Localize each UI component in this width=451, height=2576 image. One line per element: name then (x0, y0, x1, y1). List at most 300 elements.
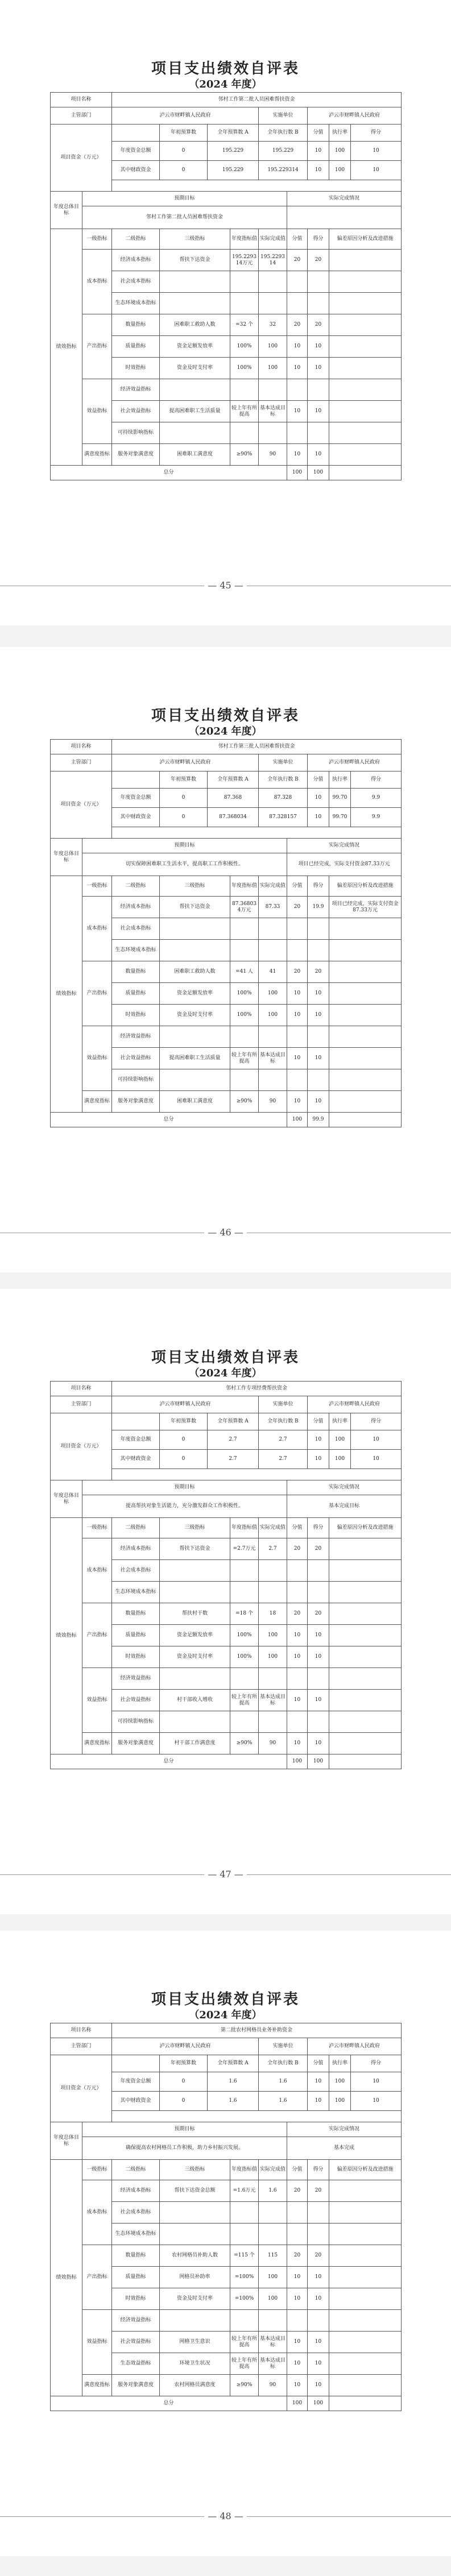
total-got: 99.9 (308, 1113, 329, 1127)
ind-weight: 10 (287, 1625, 308, 1646)
ind-l2: 生态环境成本指标 (112, 940, 160, 961)
ind-actual: 100 (259, 2288, 287, 2310)
fund-score: 10 (351, 1450, 402, 1469)
ind-target: =100% (230, 2267, 259, 2288)
ind-notes (329, 2224, 402, 2245)
total-got: 100 (308, 2396, 329, 2411)
ind-notes (329, 401, 402, 422)
fund-budget: 2.7 (208, 1430, 259, 1450)
fund-initial: 0 (160, 1430, 208, 1450)
ind-notes (329, 940, 402, 961)
ind-target: =115 个 (230, 2245, 259, 2267)
fund-row-label: 其中财政资金 (112, 808, 160, 827)
ind-h-l3: 三级指标 (160, 2160, 230, 2180)
report-page (0, 647, 451, 1272)
table-row (51, 314, 402, 336)
goal-expected: 切实保障困难职工生活水平，提高职工工作积极性。 (82, 853, 287, 876)
ind-weight: 10 (287, 2375, 308, 2396)
ind-score: 20 (308, 314, 329, 336)
ind-actual: 100 (259, 358, 287, 379)
impl-value: 泸云市财畔镇人民政府 (308, 754, 402, 771)
ind-notes (329, 336, 402, 358)
ind-h-l1: 一级指标 (82, 1518, 112, 1538)
ind-h-l1: 一级指标 (82, 876, 112, 897)
table-row (51, 1480, 402, 1495)
fund-rate: 100 (329, 2092, 351, 2111)
ind-actual (259, 271, 287, 293)
fund-col-budget: 全年预算数 A (208, 771, 259, 789)
fund-col-rate: 执行率 (329, 1413, 351, 1430)
ind-l2: 质量指标 (112, 2267, 160, 2288)
fund-label: 项目资金（万元） (51, 125, 112, 192)
fund-exec: 195.229314 (259, 161, 308, 180)
ind-notes (329, 1711, 402, 1733)
ind-actual: 1.6 (259, 2180, 287, 2202)
ind-actual: 87.33 (259, 897, 287, 918)
ind-weight: 10 (287, 1005, 308, 1026)
fund-col-initial: 年初预算数 (160, 771, 208, 789)
perf-label: 绩效指标 (51, 1518, 82, 1754)
table-row (51, 1538, 402, 1560)
fund-spacer (112, 771, 160, 789)
ind-h-weight: 分值 (287, 229, 308, 250)
ind-l1: 满意度指标 (82, 1091, 112, 1113)
ind-h-actual: 实际完成值 (259, 2160, 287, 2180)
goal-actual-header: 实际完成情况 (287, 2122, 402, 2137)
ind-score: 10 (308, 1625, 329, 1646)
goal-actual-header: 实际完成情况 (287, 839, 402, 853)
fund-rate: 99.70 (329, 808, 351, 827)
total-label: 总分 (51, 466, 287, 480)
fund-col-budget: 全年预算数 A (208, 125, 259, 142)
ind-l3 (160, 293, 230, 314)
ind-l2: 经济效益指标 (112, 1668, 160, 1690)
ind-notes (329, 379, 402, 401)
ind-h-weight: 分值 (287, 876, 308, 897)
ind-h-score: 得分 (308, 1518, 329, 1538)
fund-initial: 0 (160, 1450, 208, 1469)
project-name: 第二批农村网格员业务补助资金 (112, 2023, 402, 2038)
ind-target (230, 293, 259, 314)
fund-budget: 1.6 (208, 2072, 259, 2092)
table-row (51, 876, 402, 897)
ind-actual (259, 1582, 287, 1603)
ind-l3: 困难职工满意度 (160, 444, 230, 466)
ind-l2: 生态环境成本指标 (112, 293, 160, 314)
table-row (51, 897, 402, 918)
ind-h-weight: 分值 (287, 2160, 308, 2180)
ind-l2: 经济成本指标 (112, 250, 160, 271)
ind-l2: 经济效益指标 (112, 379, 160, 401)
ind-score (308, 1582, 329, 1603)
ind-actual: 90 (259, 444, 287, 466)
ind-notes (329, 1690, 402, 1711)
ind-notes (329, 2180, 402, 2202)
fund-row-label: 年度资金总额 (112, 2072, 160, 2092)
ind-notes (329, 1646, 402, 1668)
ind-notes (329, 2288, 402, 2310)
fund-rate: 100 (329, 2072, 351, 2092)
ind-h-target: 年度指标值 (230, 2160, 259, 2180)
fund-col-weight: 分值 (308, 125, 329, 142)
project-name-label: 项目名称 (51, 1382, 112, 1396)
table-row (51, 2180, 402, 2202)
ind-h-actual: 实际完成值 (259, 876, 287, 897)
ind-h-score: 得分 (308, 2160, 329, 2180)
ind-notes (329, 1005, 402, 1026)
ind-notes (329, 1582, 402, 1603)
ind-l3: 帮扶下达资金 (160, 897, 230, 918)
ind-actual: 115 (259, 2245, 287, 2267)
project-name-label: 项目名称 (51, 740, 112, 754)
table-row (51, 2122, 402, 2137)
ind-l3: 帮扶下达资金 (160, 1538, 230, 1560)
dept-value: 泸云市财畔镇人民政府 (112, 1396, 259, 1413)
ind-weight: 10 (287, 358, 308, 379)
ind-score: 10 (308, 1048, 329, 1069)
ind-actual: 41 (259, 961, 287, 983)
dept-label: 主管部门 (51, 754, 112, 771)
fund-row-label: 其中财政资金 (112, 161, 160, 180)
page-title: 项目支出绩效自评表 (151, 1991, 300, 2008)
ind-actual (259, 1560, 287, 1582)
fund-col-exec: 全年执行数 B (259, 771, 308, 789)
ind-actual: 基本达成目标 (259, 2332, 287, 2353)
ind-l1: 成本指标 (82, 1538, 112, 1603)
ind-notes (329, 1733, 402, 1754)
ind-l3: 资金及时支付率 (160, 1005, 230, 1026)
ind-h-target: 年度指标值 (230, 876, 259, 897)
goal-expected-header: 预期目标 (82, 839, 287, 853)
ind-l2: 服务对象满意度 (112, 1091, 160, 1113)
ind-l3: 资金足额发放率 (160, 336, 230, 358)
ind-l1: 成本指标 (82, 2180, 112, 2245)
ind-l1: 效益指标 (82, 2310, 112, 2375)
ind-score: 20 (308, 961, 329, 983)
ind-l3: 村干部收入增收 (160, 1690, 230, 1711)
fund-initial: 0 (160, 161, 208, 180)
ind-l2: 时效指标 (112, 1646, 160, 1668)
goal-actual: 基本完成 (287, 2137, 402, 2160)
ind-notes (329, 250, 402, 271)
ind-notes (329, 1603, 402, 1625)
table-row (51, 125, 402, 142)
table-row (51, 107, 402, 125)
table-row (51, 379, 402, 401)
ind-score: 10 (308, 2288, 329, 2310)
table-row (51, 740, 402, 754)
ind-l2: 经济成本指标 (112, 1538, 160, 1560)
table-row (51, 2160, 402, 2180)
dept-value: 泸云市财畔镇人民政府 (112, 107, 259, 125)
ind-target: ≥90% (230, 1091, 259, 1113)
ind-weight (287, 1560, 308, 1582)
ind-actual: 100 (259, 1646, 287, 1668)
fund-col-weight: 分值 (308, 1413, 329, 1430)
ind-h-l2: 二级指标 (112, 229, 160, 250)
table-row (51, 444, 402, 466)
ind-l2: 数量指标 (112, 961, 160, 983)
goal-label: 年度总体目标 (51, 192, 82, 229)
table-row (51, 206, 402, 229)
ind-actual: 基本达成目标 (259, 401, 287, 422)
ind-l3 (160, 271, 230, 293)
ind-l3: 农村网格员补助人数 (160, 2245, 230, 2267)
ind-l2: 社会成本指标 (112, 918, 160, 940)
ind-l3: 帮扶下达资金 (160, 250, 230, 271)
ind-target (230, 2202, 259, 2224)
ind-weight (287, 1711, 308, 1733)
total-label: 总分 (51, 1754, 287, 1769)
fund-col-budget: 全年预算数 A (208, 1413, 259, 1430)
fund-col-initial: 年初预算数 (160, 1413, 208, 1430)
ind-h-l1: 一级指标 (82, 229, 112, 250)
table-row (51, 1603, 402, 1625)
ind-target (230, 1668, 259, 1690)
ind-notes (329, 2245, 402, 2267)
ind-l2: 时效指标 (112, 2288, 160, 2310)
ind-notes (329, 358, 402, 379)
ind-weight: 20 (287, 314, 308, 336)
ind-notes (329, 1048, 402, 1069)
ind-target (230, 918, 259, 940)
fund-rate: 100 (329, 1450, 351, 1469)
total-notes (329, 1754, 402, 1769)
table-row (51, 1668, 402, 1690)
ind-actual (259, 1069, 287, 1091)
ind-score: 10 (308, 444, 329, 466)
ind-weight (287, 1069, 308, 1091)
ind-weight: 10 (287, 2353, 308, 2375)
ind-h-actual: 实际完成值 (259, 229, 287, 250)
table-row (51, 2396, 402, 2411)
impl-value: 泸云市财畔镇人民政府 (308, 1396, 402, 1413)
ind-notes (329, 314, 402, 336)
ind-score (308, 2224, 329, 2245)
ind-target: =100% (230, 2288, 259, 2310)
ind-notes (329, 983, 402, 1005)
fund-col-score: 得分 (351, 1413, 402, 1430)
ind-score (308, 1026, 329, 1048)
total-score: 100 (287, 1754, 308, 1769)
fund-weight: 10 (308, 142, 329, 161)
ind-h-notes: 偏差原因分析及改进措施 (329, 1518, 402, 1538)
ind-notes (329, 2332, 402, 2353)
ind-l3 (160, 918, 230, 940)
fund-exec: 195.229 (259, 142, 308, 161)
fund-score: 10 (351, 1430, 402, 1450)
ind-target: 87.368034万元 (230, 897, 259, 918)
fund-exec: 1.6 (259, 2072, 308, 2092)
ind-l2: 服务对象满意度 (112, 444, 160, 466)
ind-score: 10 (308, 358, 329, 379)
ind-score (308, 271, 329, 293)
ind-weight (287, 2202, 308, 2224)
ind-score: 20 (308, 1603, 329, 1625)
ind-h-score: 得分 (308, 876, 329, 897)
total-score: 100 (287, 1113, 308, 1127)
ind-score (308, 2310, 329, 2332)
report-year: （2024 年度） (189, 725, 262, 737)
ind-weight (287, 940, 308, 961)
ind-l1: 效益指标 (82, 379, 112, 444)
ind-weight: 10 (287, 2267, 308, 2288)
ind-h-actual: 实际完成值 (259, 1518, 287, 1538)
ind-notes (329, 2353, 402, 2375)
fund-col-initial: 年初预算数 (160, 125, 208, 142)
fund-col-rate: 执行率 (329, 2055, 351, 2072)
fund-blank (112, 180, 402, 192)
fund-exec: 2.7 (259, 1450, 308, 1469)
fund-score: 10 (351, 2092, 402, 2111)
ind-notes (329, 444, 402, 466)
fund-weight: 10 (308, 1450, 329, 1469)
ind-actual (259, 2202, 287, 2224)
fund-col-score: 得分 (351, 125, 402, 142)
ind-notes: 项目已经完成，实际支付资金87.33万元 (329, 897, 402, 918)
ind-l2: 服务对象满意度 (112, 2375, 160, 2396)
fund-blank (112, 1469, 402, 1480)
fund-row-label: 其中财政资金 (112, 1450, 160, 1469)
page-number-wrap (0, 1869, 451, 1880)
ind-l2: 社会效益指标 (112, 2332, 160, 2353)
ind-weight: 20 (287, 897, 308, 918)
table-row (51, 771, 402, 789)
ind-actual: 90 (259, 1091, 287, 1113)
ind-actual: 100 (259, 1625, 287, 1646)
fund-col-budget: 全年预算数 A (208, 2055, 259, 2072)
ind-l2: 社会成本指标 (112, 2202, 160, 2224)
table-row (51, 1413, 402, 1430)
ind-l1: 产出指标 (82, 961, 112, 1026)
ind-weight (287, 271, 308, 293)
ind-l3: 资金及时支付率 (160, 358, 230, 379)
ind-l2: 经济成本指标 (112, 897, 160, 918)
fund-spacer (112, 1413, 160, 1430)
ind-actual: 195.229314 (259, 250, 287, 271)
ind-target: 100% (230, 336, 259, 358)
ind-h-notes: 偏差原因分析及改进措施 (329, 876, 402, 897)
ind-h-l2: 二级指标 (112, 876, 160, 897)
ind-l3 (160, 1668, 230, 1690)
page-title: 项目支出绩效自评表 (151, 1349, 300, 1366)
fund-rate: 100 (329, 161, 351, 180)
ind-l1: 满意度指标 (82, 2375, 112, 2396)
ind-l2: 服务对象满意度 (112, 1733, 160, 1754)
ind-target (230, 2224, 259, 2245)
ind-l1: 成本指标 (82, 250, 112, 314)
ind-l3: 资金及时支付率 (160, 1646, 230, 1668)
ind-l2: 时效指标 (112, 1005, 160, 1026)
ind-target (230, 271, 259, 293)
ind-actual (259, 1711, 287, 1733)
ind-weight: 20 (287, 250, 308, 271)
fund-spacer (112, 2055, 160, 2072)
table-row (51, 1026, 402, 1048)
ind-actual: 基本达成目标 (259, 2353, 287, 2375)
ind-target (230, 1560, 259, 1582)
ind-h-l3: 三级指标 (160, 876, 230, 897)
table-row (51, 853, 402, 876)
fund-rate: 100 (329, 1430, 351, 1450)
evaluation-table (50, 2023, 402, 2411)
page-title: 项目支出绩效自评表 (151, 60, 300, 77)
ind-l3: 农村网格员满意度 (160, 2375, 230, 2396)
table-row (51, 1495, 402, 1518)
ind-actual: 32 (259, 314, 287, 336)
fund-col-rate: 执行率 (329, 771, 351, 789)
ind-weight (287, 1582, 308, 1603)
ind-l3: 困难职工救助人数 (160, 314, 230, 336)
ind-l3: 村干部工作满意度 (160, 1733, 230, 1754)
ind-l2: 社会成本指标 (112, 271, 160, 293)
ind-h-l3: 三级指标 (160, 1518, 230, 1538)
table-row (51, 229, 402, 250)
ind-actual: 90 (259, 1733, 287, 1754)
ind-l3 (160, 1711, 230, 1733)
ind-notes (329, 961, 402, 983)
page-number-wrap (0, 1227, 451, 1238)
ind-weight (287, 422, 308, 444)
ind-weight: 10 (287, 983, 308, 1005)
goal-expected-header: 预期目标 (82, 192, 287, 206)
ind-notes (329, 1069, 402, 1091)
fund-weight: 10 (308, 789, 329, 808)
table-row (51, 466, 402, 480)
evaluation-table (50, 1381, 402, 1769)
ind-actual (259, 422, 287, 444)
ind-actual (259, 1668, 287, 1690)
ind-target (230, 1711, 259, 1733)
ind-target: 100% (230, 358, 259, 379)
table-row (51, 250, 402, 271)
ind-l3: 网格卫生意识 (160, 2332, 230, 2353)
table-row (51, 2310, 402, 2332)
ind-weight: 10 (287, 336, 308, 358)
report-page (0, 1289, 451, 1914)
fund-score: 10 (351, 142, 402, 161)
ind-score: 20 (308, 250, 329, 271)
table-row (51, 1518, 402, 1538)
ind-score: 10 (308, 2375, 329, 2396)
impl-value: 泸云市财畔镇人民政府 (308, 107, 402, 125)
ind-weight: 10 (287, 444, 308, 466)
goal-actual-header: 实际完成情况 (287, 192, 402, 206)
fund-spacer (112, 125, 160, 142)
goal-actual: 项目已经完成，实际支付资金87.33万元 (287, 853, 402, 876)
ind-l3 (160, 379, 230, 401)
ind-target: 较上年有所提高 (230, 1048, 259, 1069)
ind-weight: 20 (287, 1603, 308, 1625)
ind-target: 较上年有所提高 (230, 2353, 259, 2375)
report-year: （2024 年度） (189, 1367, 262, 1379)
report-page (0, 1931, 451, 2556)
ind-weight: 10 (287, 1646, 308, 1668)
ind-score: 10 (308, 1646, 329, 1668)
ind-weight (287, 2310, 308, 2332)
table-row (51, 754, 402, 771)
goal-actual (287, 206, 402, 229)
total-notes (329, 466, 402, 480)
total-got: 100 (308, 466, 329, 480)
ind-l2: 数量指标 (112, 314, 160, 336)
ind-l2: 质量指标 (112, 983, 160, 1005)
page-number-wrap (0, 580, 451, 591)
ind-score (308, 1711, 329, 1733)
fund-weight: 10 (308, 808, 329, 827)
ind-l3: 帮扶村干数 (160, 1603, 230, 1625)
ind-l3: 环境卫生状况 (160, 2353, 230, 2375)
